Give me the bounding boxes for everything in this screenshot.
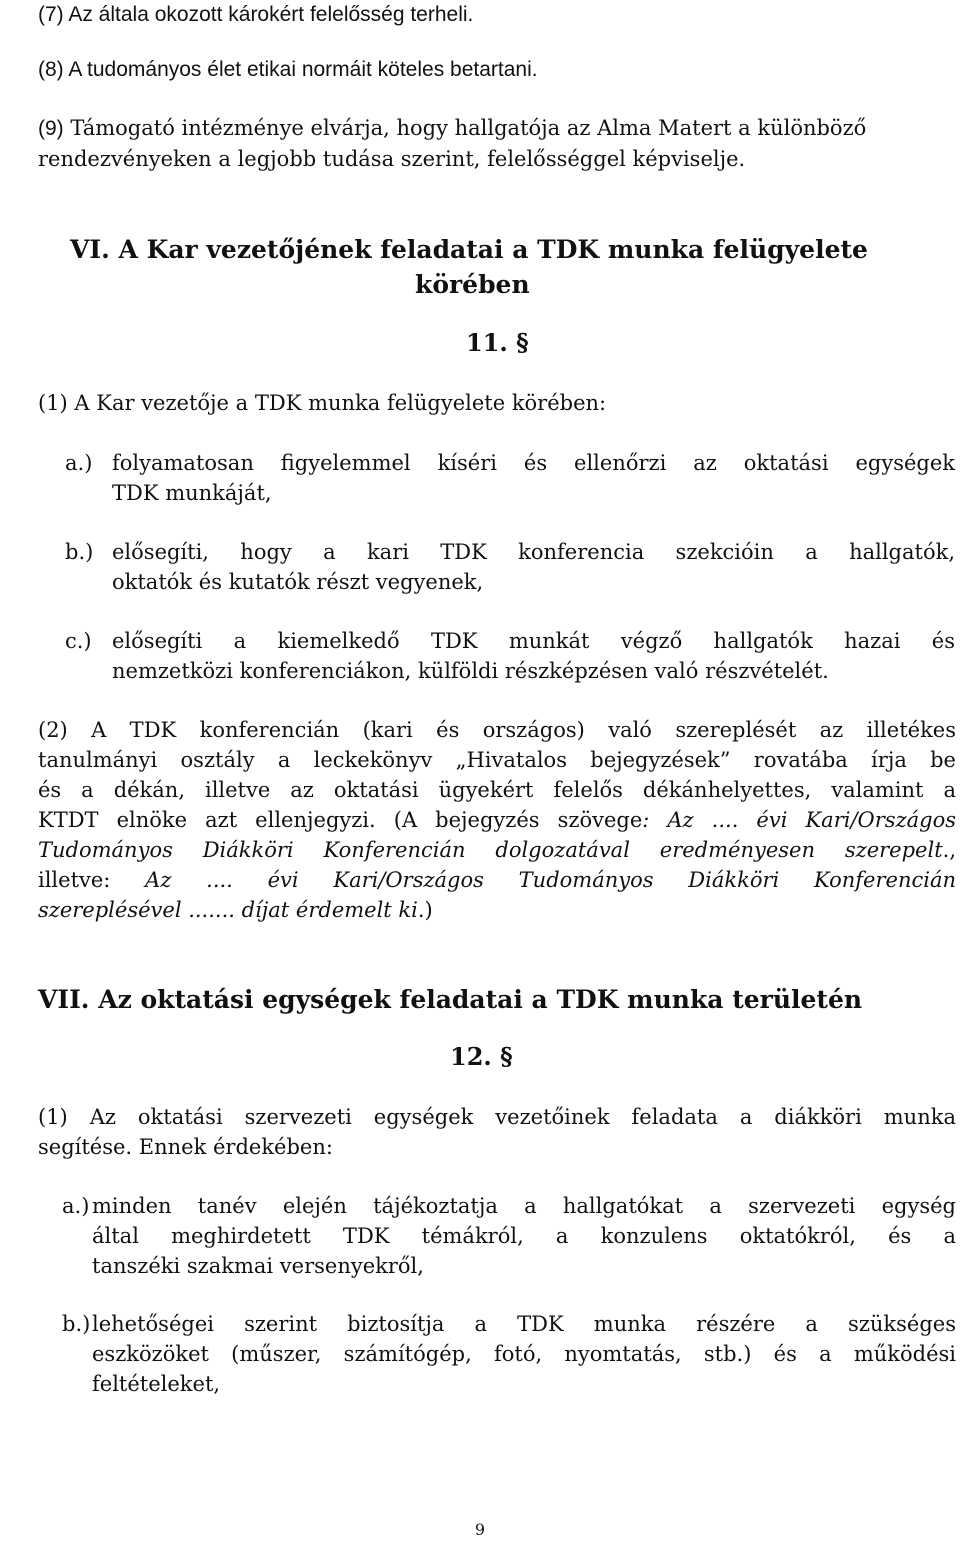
chapter-heading: VII. Az oktatási egységek feladatai a TDK munka területén: [38, 985, 863, 1014]
item-text-cont: nemzetközi konferenciákon, külföldi részképzésen való részvételét.: [112, 659, 829, 683]
item-label: a.): [62, 1194, 90, 1218]
item-text: lehetőségei szerint biztosítja a TDK munka részére a szükséges: [92, 1312, 956, 1336]
chapter-heading-cont: körében: [415, 270, 530, 299]
list-item: [65, 626, 955, 686]
item-label: b.): [62, 1312, 91, 1336]
item-text-cont: feltételeket,: [92, 1372, 221, 1396]
list-item: [65, 448, 955, 508]
item-text-cont: tanszéki szakmai versenyekről,: [92, 1254, 424, 1278]
italic-text: : Az .... évi Kari/Országos: [642, 808, 957, 832]
italic-text: szereplésével ....... díjat érdemelt ki: [38, 898, 418, 922]
subsection-1: [38, 1102, 956, 1162]
paragraph-text: A TDK konferencián (kari és országos) való szereplését az illetékes: [91, 718, 956, 742]
list-item: [65, 537, 955, 597]
item-text: elősegíti a kiemelkedő TDK munkát végző hallgatók hazai és: [112, 629, 955, 653]
item-label: c.): [65, 629, 92, 653]
item-text: folyamatosan figyelemmel kíséri és ellenőrzi az oktatási egységek: [112, 451, 955, 475]
paragraph-text: Az oktatási szervezeti egységek vezetőinek feladata a diákköri munka: [89, 1105, 956, 1129]
chapter-heading: VI. A Kar vezetőjének feladatai a TDK munka felügyelete: [70, 235, 868, 264]
paragraph-text: .): [417, 898, 433, 922]
paragraph-text: KTDT elnöke azt ellenjegyzi. (A bejegyzés szövege: [38, 808, 643, 832]
paragraph-label: (9): [38, 117, 64, 140]
item-text: elősegíti, hogy a kari TDK konferencia szekcióin a hallgatók,: [112, 540, 955, 564]
paragraph-8: (8) A tudományos élet etikai normáit köteles betartani.: [38, 58, 538, 81]
italic-text: Tudományos Diákköri Konferencián dolgozatával eredményesen szerepelt: [38, 838, 943, 862]
paragraph-label: (2): [38, 718, 68, 742]
italic-text: Az .... évi Kari/Országos Tudományos Diákköri Konferencián: [145, 868, 956, 892]
paragraph-7: (7) Az általa okozott károkért felelősség terheli.: [38, 3, 474, 26]
section-number: 12. §: [450, 1042, 513, 1071]
list-item: [62, 1309, 956, 1399]
item-label: a.): [65, 451, 93, 475]
item-text: minden tanév elején tájékoztatja a hallgatókat a szervezeti egység: [92, 1194, 956, 1218]
item-label: b.): [65, 540, 94, 564]
paragraph-text: és a dékán, illetve az oktatási ügyekért felelős dékánhelyettes, valamint a: [38, 778, 956, 802]
section-number: 11. §: [466, 328, 529, 357]
paragraph-label: (1): [38, 1105, 68, 1129]
subsection-2: [38, 715, 956, 925]
item-text-cont: TDK munkáját,: [112, 481, 272, 505]
item-text: eszközöket (műszer, számítógép, fotó, nyomtatás, stb.) és a működési: [92, 1342, 956, 1366]
paragraph-text: illetve:: [38, 868, 146, 892]
paragraph-text: Támogató intézménye elvárja, hogy hallgatója az Alma Matert a különböző: [70, 116, 867, 140]
list-item: [62, 1191, 956, 1281]
paragraph-text: .,: [942, 838, 956, 862]
subsection-intro: (1) A Kar vezetője a TDK munka felügyelete körében:: [38, 391, 607, 415]
page-number: 9: [474, 1520, 486, 1539]
item-text: által meghirdetett TDK témákról, a konzulens oktatókról, és a: [92, 1224, 956, 1248]
paragraph-text: tanulmányi osztály a leckekönyv „Hivatalos bejegyzések” rovatába írja be: [38, 748, 956, 772]
paragraph-text: rendezvényeken a legjobb tudása szerint, felelősséggel képviselje.: [38, 147, 746, 171]
paragraph-text: segítése. Ennek érdekében:: [38, 1135, 333, 1159]
item-text-cont: oktatók és kutatók részt vegyenek,: [112, 570, 484, 594]
